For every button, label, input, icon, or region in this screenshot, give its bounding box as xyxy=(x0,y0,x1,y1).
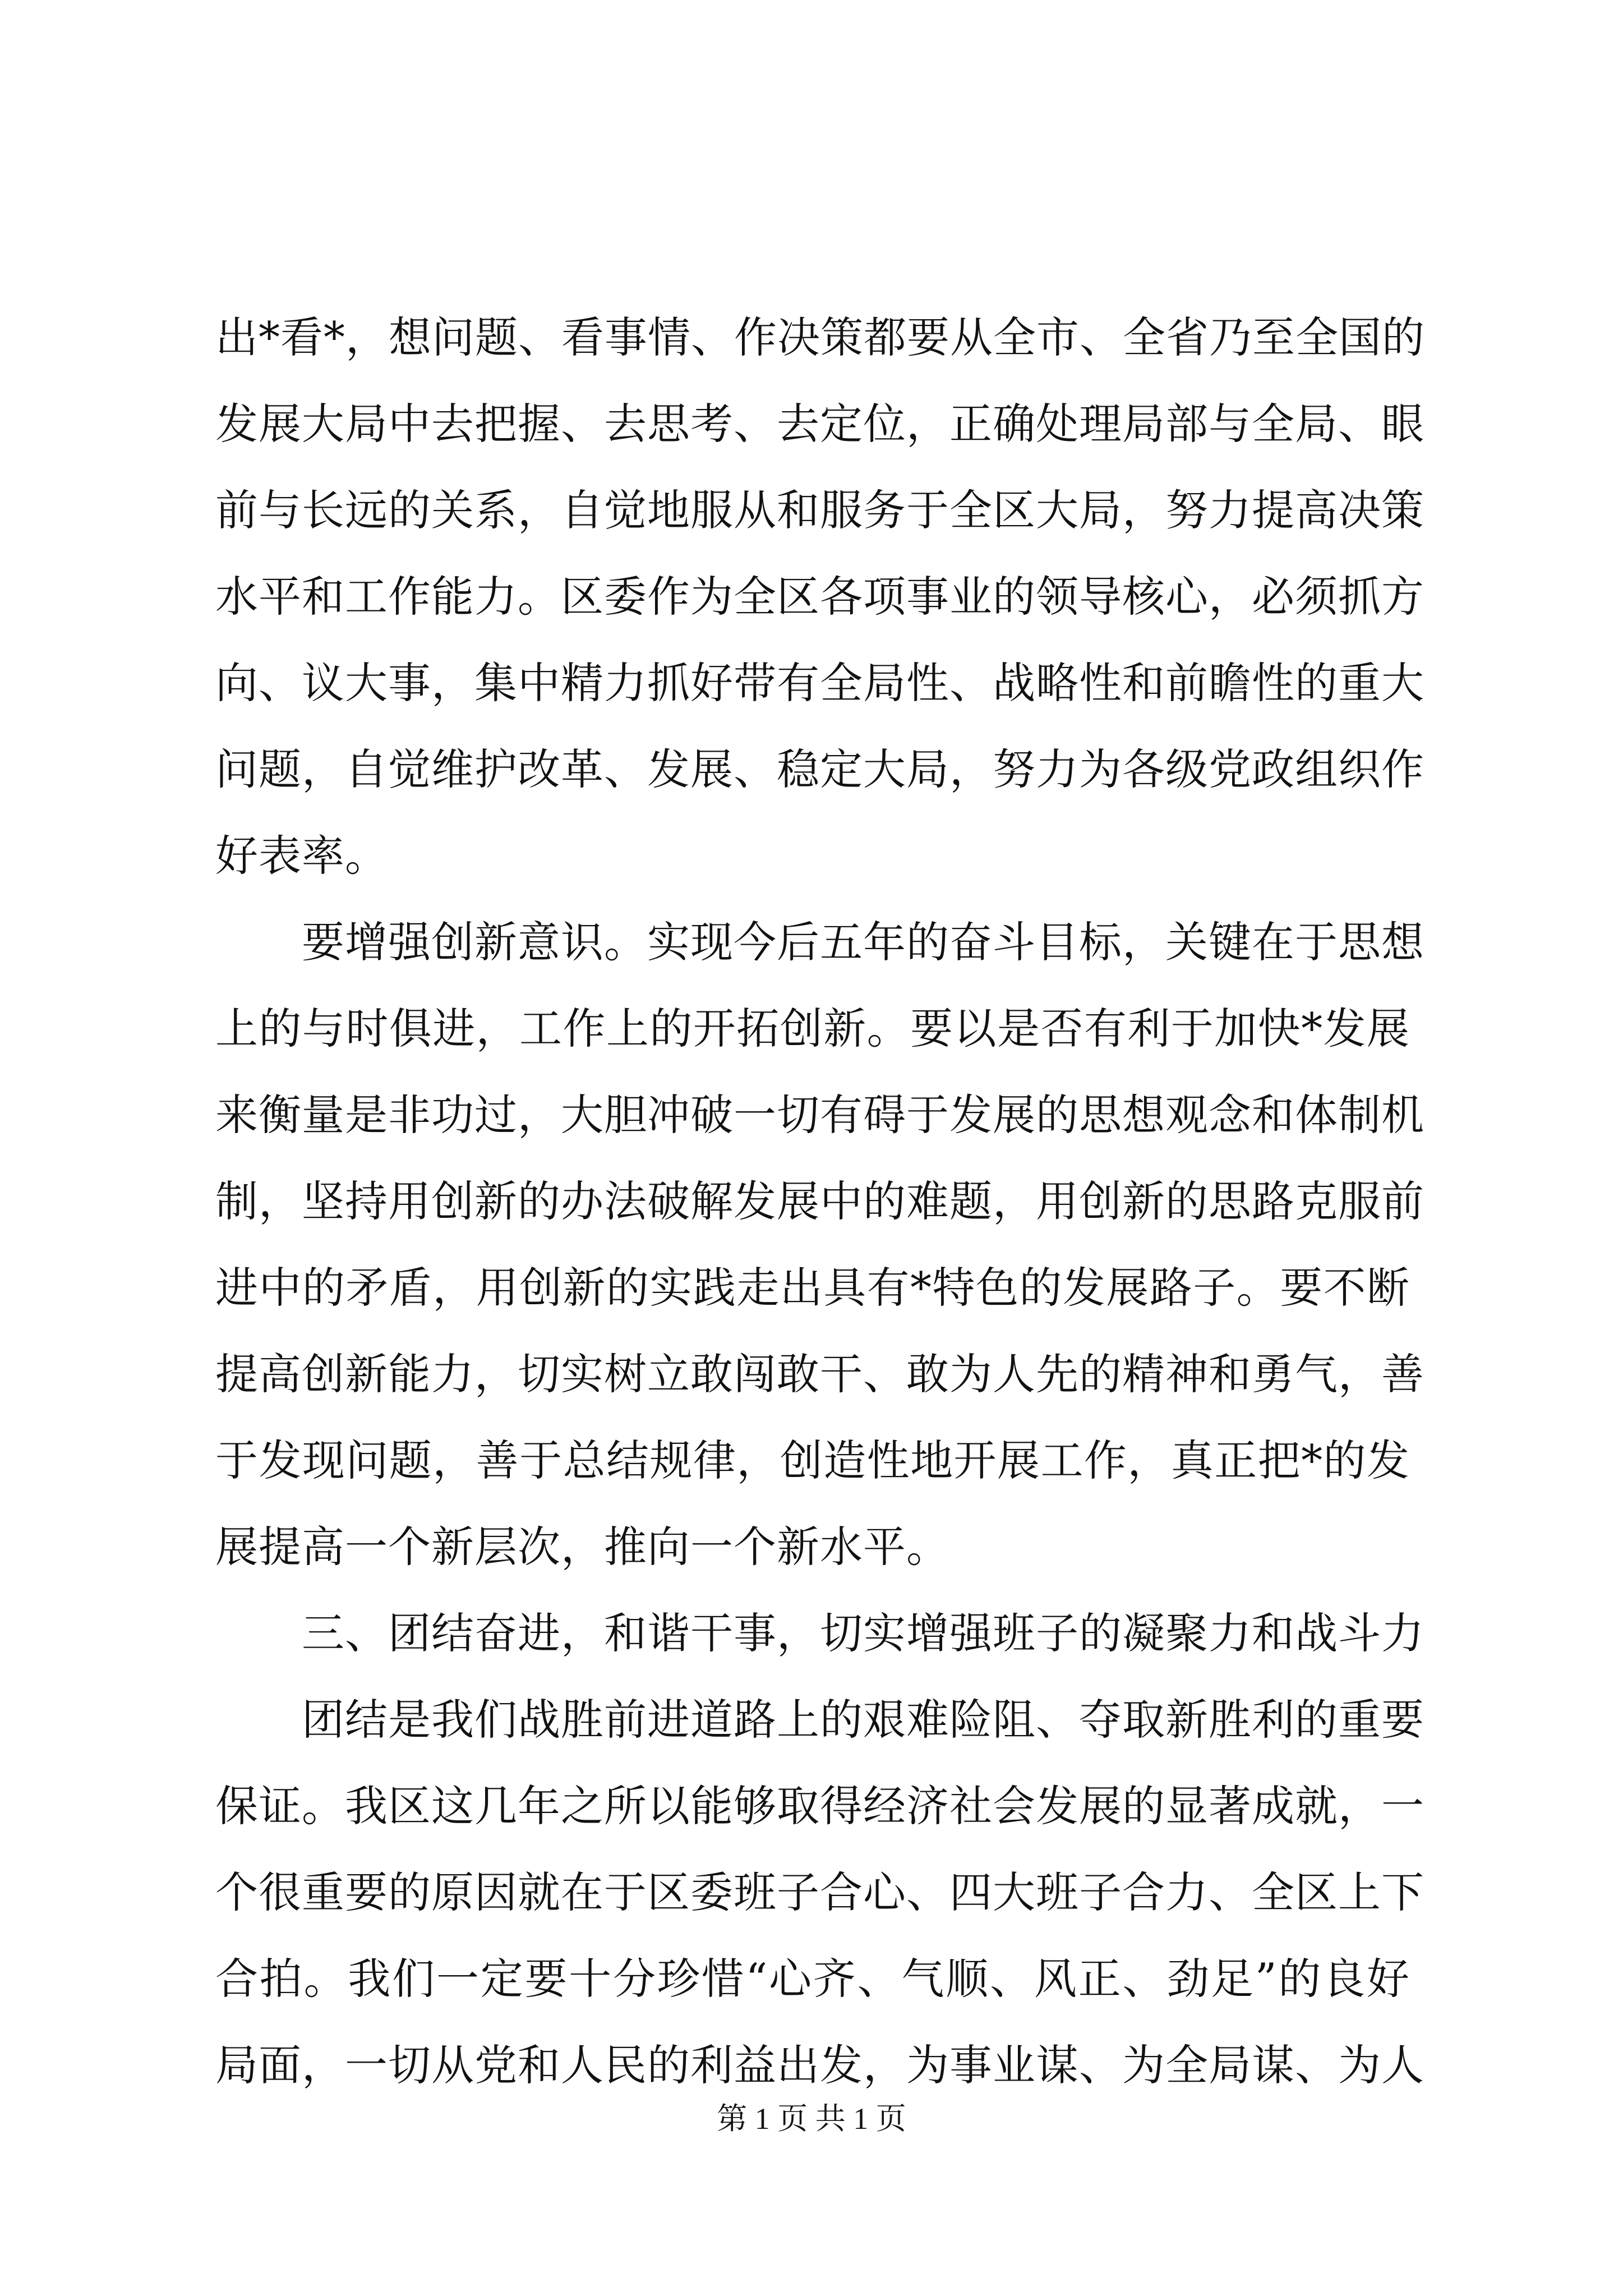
section-heading: 三、团结奋进，和谐干事，切实增强班子的凝聚力和战斗力 xyxy=(302,1608,1424,1658)
text-line: 上的与时俱进，工作上的开拓创新。要以是否有利于加快*发展 xyxy=(215,1004,1410,1053)
text-line: 合拍。我们一定要十分珍惜“心齐、气顺、风正、劲足”的良好 xyxy=(215,1954,1410,2004)
text-line: 保证。我区这几年之所以能够取得经济社会发展的显著成就，一 xyxy=(215,1781,1424,1831)
text-line: 提高创新能力，切实树立敢闯敢干、敢为人先的精神和勇气，善 xyxy=(215,1349,1424,1399)
text-line: 展提高一个新层次，推向一个新水平。 xyxy=(215,1522,949,1572)
text-line: 于发现问题，善于总结规律，创造性地开展工作，真正把*的发 xyxy=(215,1435,1410,1485)
text-line: 制，坚持用创新的办法破解发展中的难题，用创新的思路克服前 xyxy=(215,1176,1424,1226)
text-line: 问题，自觉维护改革、发展、稳定大局，努力为各级党政组织作 xyxy=(215,744,1424,794)
text-line: 水平和工作能力。区委作为全区各项事业的领导核心，必须抓方 xyxy=(215,572,1424,622)
text-line: 好表率。 xyxy=(215,831,388,881)
text-line: 个很重要的原因就在于区委班子合心、四大班子合力、全区上下 xyxy=(215,1867,1424,1917)
text-line: 出*看*，想问题、看事情、作决策都要从全市、全省乃至全国的 xyxy=(215,312,1425,362)
body-text xyxy=(215,295,1425,2109)
page-footer: 第 1 页 共 1 页 xyxy=(717,2102,906,2136)
text-line: 前与长远的关系，自觉地服从和服务于全区大局，努力提高决策 xyxy=(215,485,1424,535)
paragraph-first-line: 要增强创新意识。实现今后五年的奋斗目标，关键在于思想 xyxy=(302,917,1424,967)
text-line: 来衡量是非功过，大胆冲破一切有碍于发展的思想观念和体制机 xyxy=(215,1090,1424,1140)
text-line: 向、议大事，集中精力抓好带有全局性、战略性和前瞻性的重大 xyxy=(215,658,1424,708)
paragraph-first-line: 团结是我们战胜前进道路上的艰难险阻、夺取新胜利的重要 xyxy=(302,1695,1424,1745)
text-line: 发展大局中去把握、去思考、去定位，正确处理局部与全局、眼 xyxy=(215,399,1424,449)
text-line: 局面，一切从党和人民的利益出发，为事业谋、为全局谋、为人 xyxy=(215,2040,1424,2090)
text-line: 进中的矛盾，用创新的实践走出具有*特色的发展路子。要不断 xyxy=(215,1263,1410,1313)
